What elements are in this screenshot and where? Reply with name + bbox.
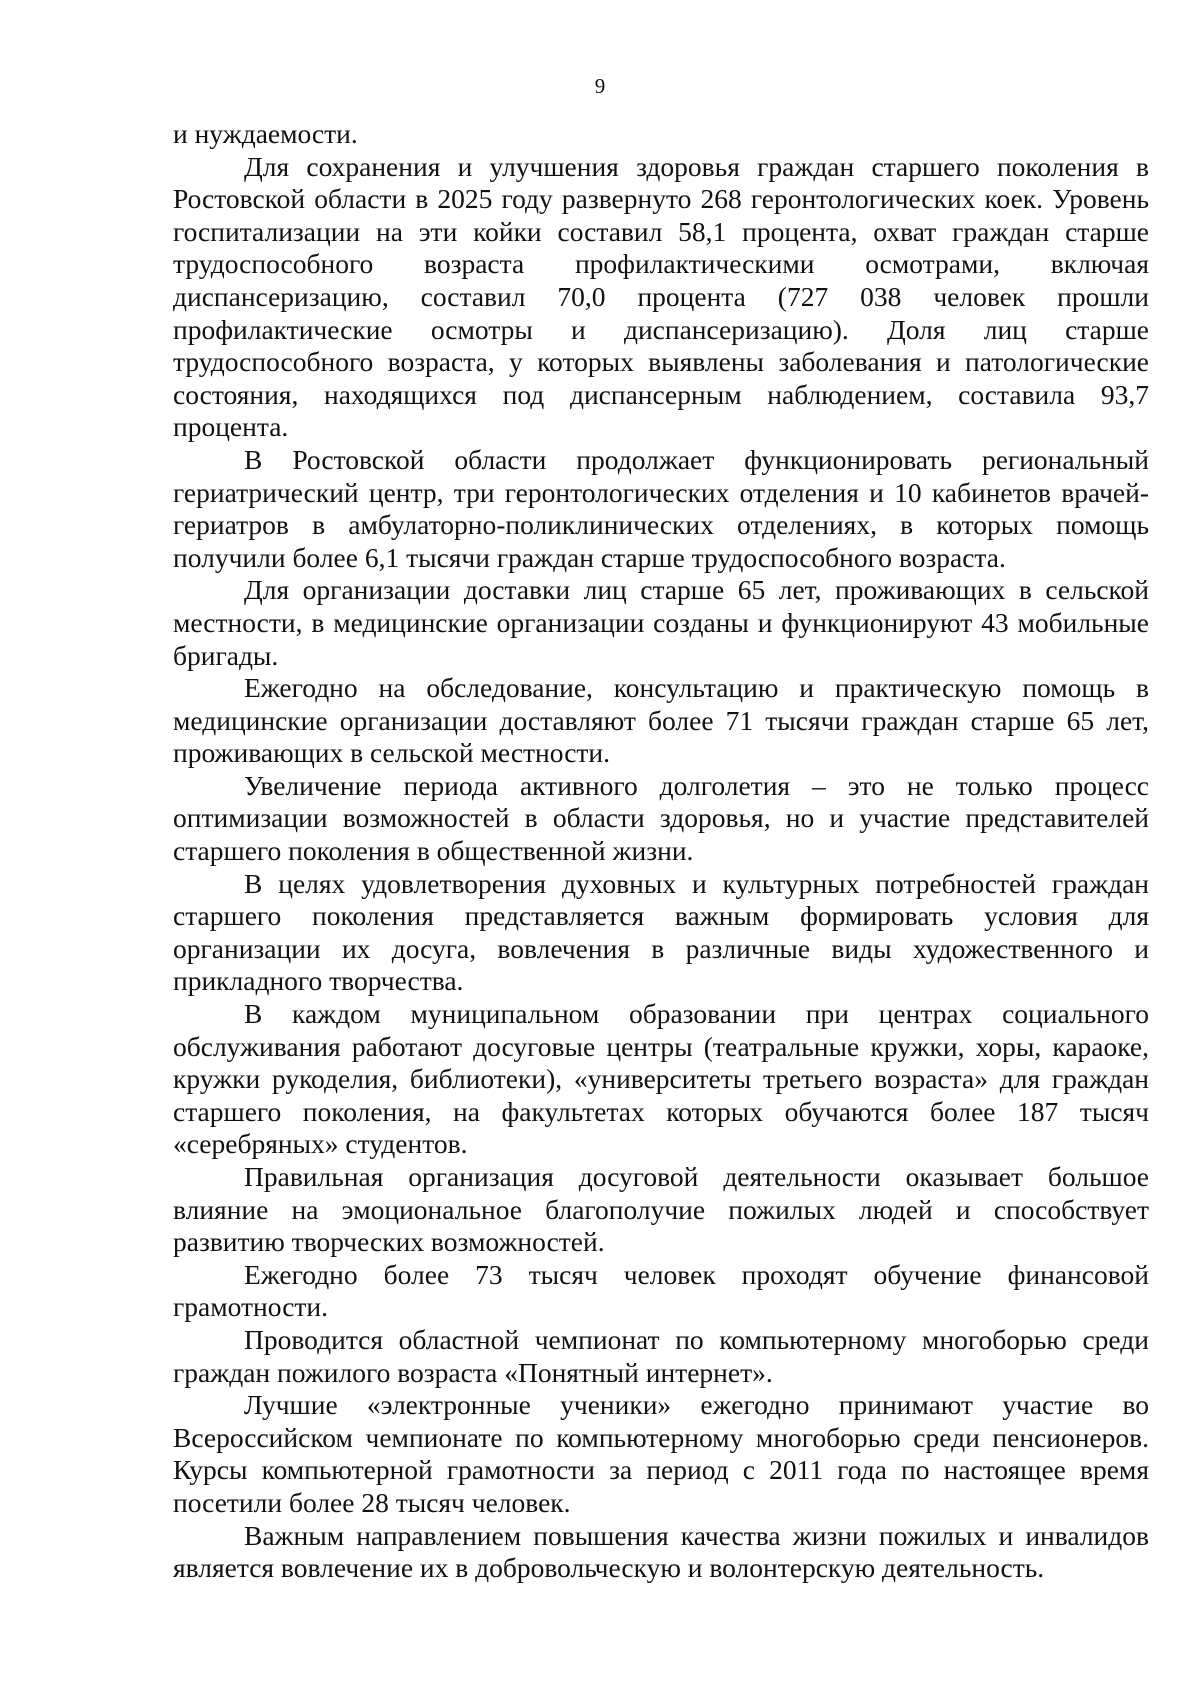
paragraph-continuation: и нуждаемости. <box>173 118 358 149</box>
paragraph-active-longevity: Увеличение периода активного долголетия – это не только процесс оптимизации возможностей в области здоровья, но и участие представителей старшего поколения в общественной жизни. <box>173 769 1149 867</box>
paragraph-health-care: Для сохранения и улучшения здоровья граждан старшего поколения в Ростовской области в 2025 году развернуто 268 геронтологических коек. Уровень госпитализации на эти койки составил 58,1 процента, охват граждан старше трудоспособного возраста профилактическими осмотрами, включая диспансеризацию, составил 70,0 процента (727 038 человек прошли профилактические осмотры и диспансеризацию). Доля лиц старше трудоспособного возраста, у которых выявлены заболевания и патологические состояния, находящихся под диспансерным наблюдением, составила 93,7 процента. <box>173 150 1149 443</box>
paragraph-computer-literacy: Лучшие «электронные ученики» ежегодно принимают участие во Всероссийском чемпионате по компьютерному многоборью среди пенсионеров. Курсы компьютерной грамотности за период с 2011 года по настоящее время посетили более 28 тысяч человек. <box>173 1389 1149 1518</box>
page-number: 9 <box>594 74 606 98</box>
paragraph-financial-literacy: Ежегодно более 73 тысяч человек проходят обучение финансовой грамотности. <box>173 1258 1149 1323</box>
paragraph-cultural-needs: В целях удовлетворения духовных и культурных потребностей граждан старшего поколения представляется важным формировать условия для организации их досуга, вовлечения в различные виды художественного и прикладного творчества. <box>173 867 1149 997</box>
paragraph-mobile-teams: Для организации доставки лиц старше 65 лет, проживающих в сельской местности, в медицинские организации созданы и функционируют 43 мобильные бригады. <box>173 574 1149 671</box>
paragraph-rural-delivery: Ежегодно на обследование, консультацию и практическую помощь в медицинские организации доставляют более 71 тысячи граждан старше 65 лет, проживающих в сельской местности. <box>173 672 1149 769</box>
paragraph-regional-championship: Проводится областной чемпионат по компьютерному многоборью среди граждан пожилого возраста «Понятный интернет». <box>173 1323 1149 1388</box>
paragraph-volunteering: Важным направлением повышения качества жизни пожилых и инвалидов является вовлечение их в добровольческую и волонтерскую деятельность. <box>173 1519 1149 1584</box>
paragraph-leisure-impact: Правильная организация досуговой деятельности оказывает большое влияние на эмоциональное благополучие пожилых людей и способствует развитию творческих возможностей. <box>173 1161 1149 1258</box>
paragraph-leisure-centers: В каждом муниципальном образовании при центрах социального обслуживания работают досуговые центры (театральные кружки, хоры, караоке, кружки рукоделия, библиотеки), «университеты третьего возраста» для граждан старшего поколения, на факультетах которых обучаются более 187 тысяч «серебряных» студентов. <box>173 998 1149 1160</box>
paragraph-geriatric-center: В Ростовской области продолжает функционировать региональный гериатрический центр, три геронтологических отделения и 10 кабинетов врачей-гериатров в амбулаторно-поликлинических отделениях, в которых помощь получили более 6,1 тысячи граждан старше трудоспособного возраста. <box>173 443 1149 573</box>
document-body <box>173 118 1149 1585</box>
